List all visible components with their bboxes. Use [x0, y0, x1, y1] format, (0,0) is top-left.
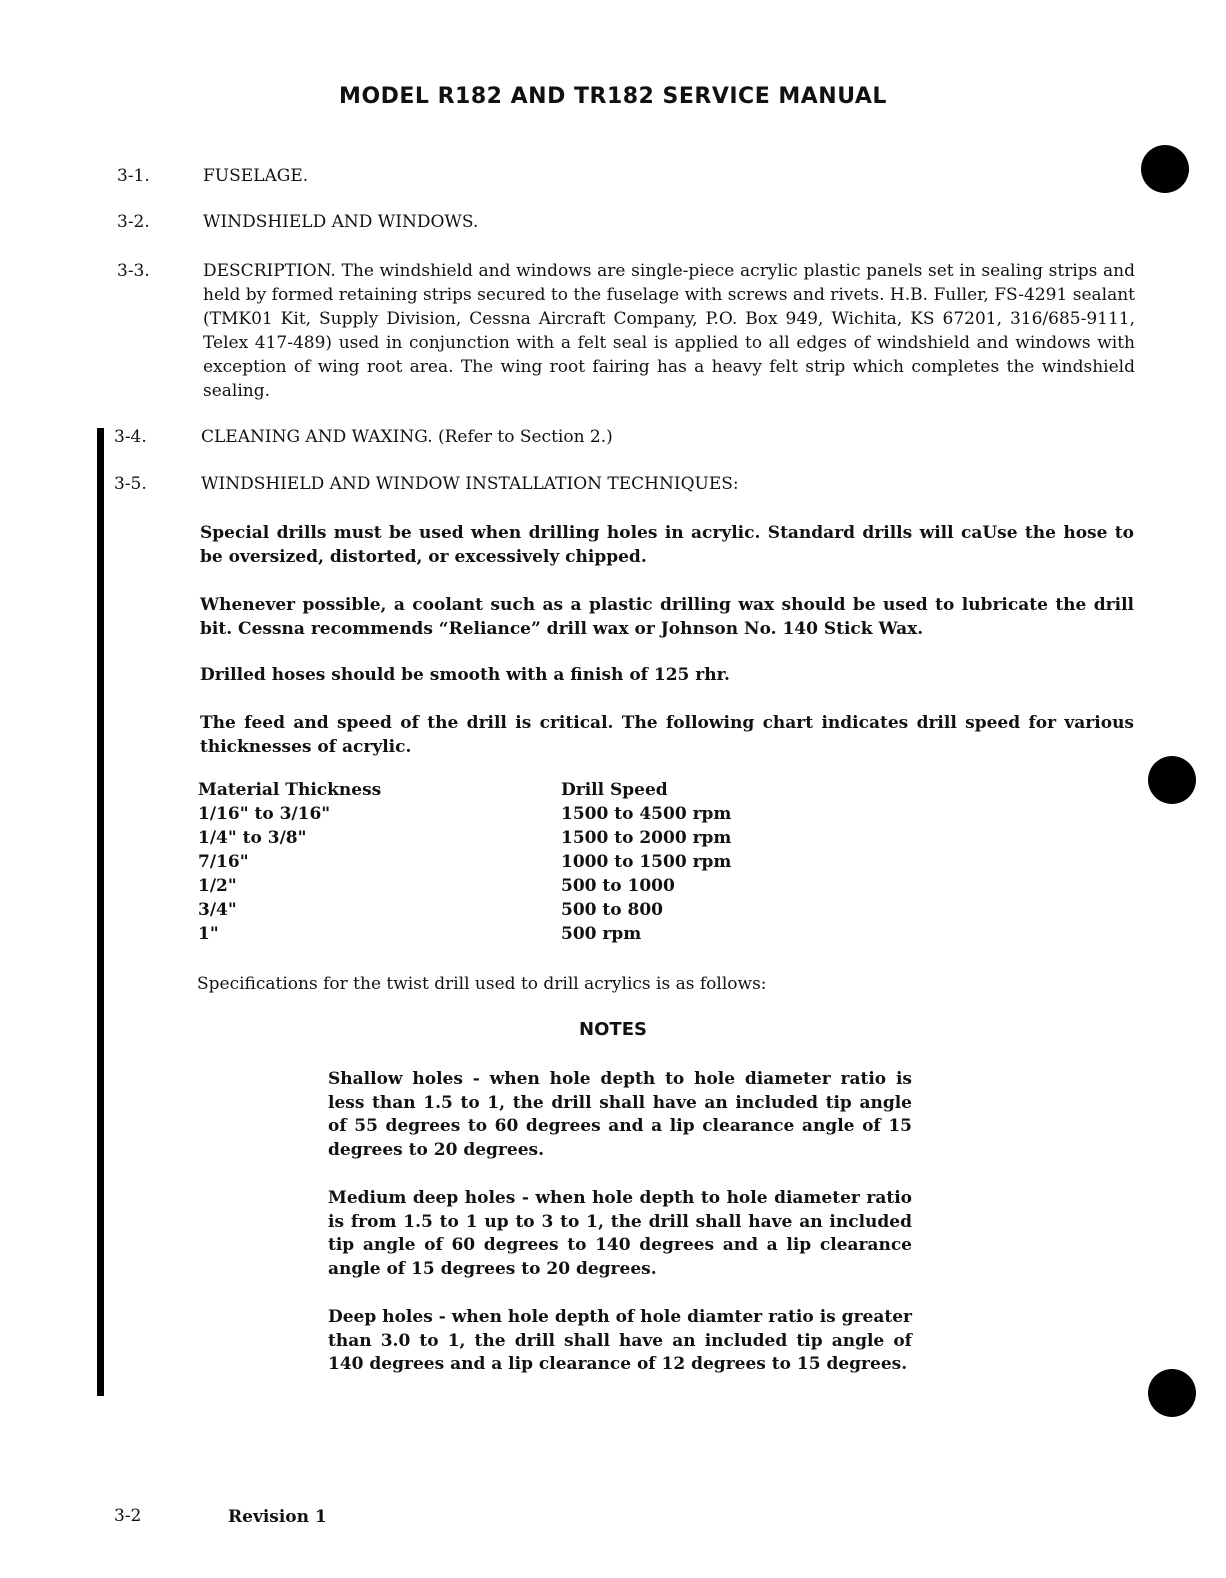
section-heading-windshield: WINDSHIELD AND WINDOWS.: [203, 212, 479, 232]
table-cell-thickness: 7/16": [198, 852, 249, 872]
paragraph-spec-intro: Specifications for the twist drill used to drill acrylics is as follows:: [197, 974, 767, 994]
table-row: [198, 804, 732, 824]
table-row: [198, 852, 732, 872]
binder-hole-1: [1141, 145, 1189, 193]
paragraph-special-drills: Special drills must be used when drilling holes in acrylic. Standard drills will caUse the hose to be oversized, distorted, or excessively chipped.: [200, 523, 1134, 567]
table-cell-speed: 1500 to 4500 rpm: [561, 804, 732, 824]
table-row: [198, 924, 642, 944]
section-heading-description: DESCRIPTION.: [203, 261, 336, 281]
revision-label: Revision 1: [228, 1507, 327, 1527]
section-heading-installation: WINDSHIELD AND WINDOW INSTALLATION TECHNIQUES:: [201, 474, 739, 494]
note-shallow-holes: Shallow holes - when hole depth to hole diameter ratio is less than 1.5 to 1, the drill shall have an included tip angle of 55 degrees to 60 degrees and a lip clearance angle of 15 degrees to 20 degrees.: [328, 1069, 912, 1160]
paragraph-feed-speed: The feed and speed of the drill is critical. The following chart indicates drill speed for various thicknesses of acrylic.: [200, 713, 1134, 757]
section-heading-cleaning: CLEANING AND WAXING. (Refer to Section 2.): [201, 427, 613, 447]
table-cell-speed: 500 to 800: [561, 900, 663, 920]
table-cell-thickness: 1/16" to 3/16": [198, 804, 331, 824]
paragraph-coolant: Whenever possible, a coolant such as a plastic drilling wax should be used to lubricate the drill bit. Cessna recommends “Reliance” drill wax or Johnson No. 140 Stick Wax.: [200, 595, 1134, 639]
table-cell-speed: 500 rpm: [561, 924, 642, 944]
description-text: The windshield and windows are single-piece acrylic plastic panels set in sealing strips and held by formed retaining strips secured to the fuselage with screws and rivets. H.B. Fuller, FS-4291 sealant (TMK01 Kit, Supply Division, Cessna Aircraft Company, P.O. Box 949, Wichita, KS 67201, 316/685-9111, Telex 417-489) used in conjunction with a felt seal is applied to all edges of windshield and windows with exception of wing root area. The wing root fairing has a heavy felt strip which completes the windshield sealing.: [203, 261, 1136, 401]
section-number: 3-1.: [117, 166, 150, 186]
section-number: 3-2.: [117, 212, 150, 232]
revision-bar: [97, 428, 104, 1396]
column-header-thickness: Material Thickness: [198, 780, 382, 800]
table-cell-speed: 500 to 1000: [561, 876, 675, 896]
note-deep-holes: Deep holes - when hole depth of hole diamter ratio is greater than 3.0 to 1, the drill shall have an included tip angle of 140 degrees and a lip clearance of 12 degrees to 15 degrees.: [328, 1307, 912, 1374]
table-cell-thickness: 1/4" to 3/8": [198, 828, 307, 848]
table-cell-thickness: 1/2": [198, 876, 237, 896]
section-number: 3-5.: [114, 474, 147, 494]
table-cell-speed: 1500 to 2000 rpm: [561, 828, 732, 848]
table-cell-thickness: 1": [198, 924, 219, 944]
page-title: MODEL R182 AND TR182 SERVICE MANUAL: [339, 84, 887, 109]
description-paragraph: [203, 259, 1135, 403]
section-number: 3-4.: [114, 427, 147, 447]
notes-heading: NOTES: [579, 1019, 647, 1040]
note-medium-holes: Medium deep holes - when hole depth to hole diameter ratio is from 1.5 to 1 up to 3 to 1, the drill shall have an included tip angle of 60 degrees to 140 degrees and a lip clearance angle of 15 degrees to 20 degrees.: [328, 1188, 912, 1279]
table-cell-thickness: 3/4": [198, 900, 237, 920]
table-row: [198, 900, 663, 920]
binder-hole-3: [1148, 1369, 1196, 1417]
binder-hole-2: [1148, 756, 1196, 804]
section-number: 3-3.: [117, 261, 150, 281]
page-number: 3-2: [114, 1506, 142, 1526]
table-row: [198, 828, 732, 848]
paragraph-finish: Drilled hoses should be smooth with a finish of 125 rhr.: [200, 665, 730, 685]
table-header-row: [198, 780, 668, 800]
section-heading-fuselage: FUSELAGE.: [203, 166, 309, 186]
table-cell-speed: 1000 to 1500 rpm: [561, 852, 732, 872]
column-header-speed: Drill Speed: [561, 780, 668, 800]
table-row: [198, 876, 675, 896]
